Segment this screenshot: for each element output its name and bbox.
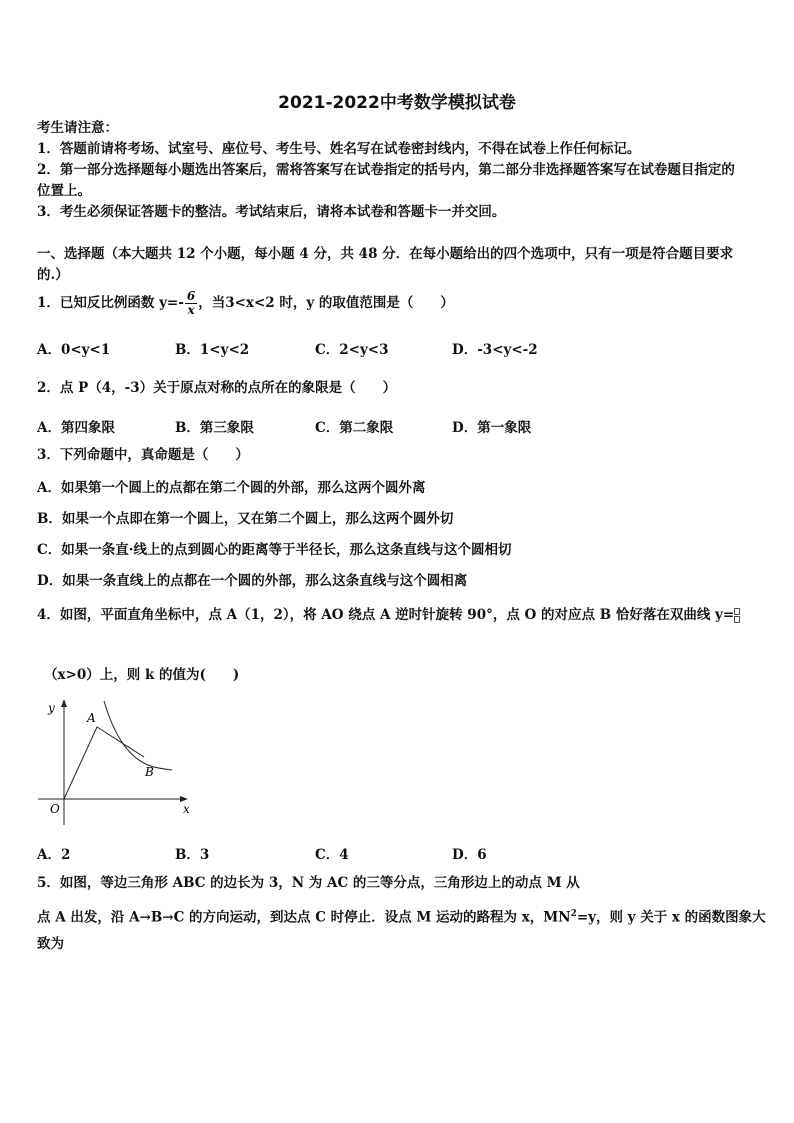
question-1-prefix: 1．已知反比例函数 y=-: [37, 295, 184, 311]
fraction-denominator: x: [187, 303, 195, 317]
q2-option-a: A．第四象限: [37, 420, 115, 436]
triangle-o-a-b: [64, 727, 144, 799]
origin-label: O: [50, 802, 60, 816]
section-heading-line-2: 的.）: [37, 267, 69, 283]
question-3-stem: 3．下列命题中，真命题是（ ）: [37, 447, 249, 463]
section-heading-line-1: 一、选择题（本大题共 12 个小题，每小题 4 分，共 48 分．在每小题给出的四个选项中，只有一项是符合题目要求: [37, 246, 734, 262]
q3-option-d: D．如果一条直线上的点都在一个圆的外部，那么这条直线与这个圆相离: [37, 573, 468, 589]
question-5-line-3: 致为: [37, 936, 64, 952]
question-1-stem: [37, 290, 454, 317]
question-2-stem: 2．点 P（4，-3）关于原点对称的点所在的象限是（ ）: [37, 380, 397, 396]
fraction-numerator: 6: [186, 289, 196, 303]
q2-option-d: D．第一象限: [452, 420, 532, 436]
q3-option-a: A．如果第一个圆上的点都在第二个圆的外部，那么这两个圆外离: [37, 480, 426, 496]
fraction-6-over-x: [185, 290, 197, 317]
q1-option-b: B．1<y<2: [175, 342, 250, 358]
y-axis-label: y: [48, 701, 55, 715]
q4-figure: [36, 695, 196, 830]
y-axis-arrow: [61, 699, 67, 707]
notice-line-3: 位置上。: [37, 183, 91, 199]
q2-option-b: B．第三象限: [175, 420, 254, 436]
question-4-text: 4．如图，平面直角坐标中，点 A（1，2），将 AO 绕点 A 逆时针旋转 90°，点 O 的对应点 B 恰好落在双曲线 y=: [37, 607, 735, 623]
question-1-suffix: ，当3<x<2 时，y 的取值范围是（ ）: [198, 295, 454, 311]
q1-option-a: A．0<y<1: [37, 342, 111, 358]
q1-option-d: D．-3<y<-2: [452, 342, 538, 358]
fraction-k-over-x: [734, 607, 740, 624]
superscript-2: 2: [570, 909, 577, 919]
point-b-label: B: [145, 765, 154, 779]
notice-line-4: 3．考生必须保证答题卡的整洁。考试结束后，请将本试卷和答题卡一并交回。: [37, 204, 506, 220]
q3-option-b: B．如果一个点即在第一个圆上，又在第二个圆上，那么这两个圆外切: [37, 511, 454, 527]
notice-heading: 考生请注意：: [37, 120, 118, 136]
question-5-line-2a: 点 A 出发，沿 A→B→C 的方向运动，到达点 C 时停止．设点 M 运动的路程为 x，MN: [37, 909, 571, 926]
q4-option-b: B．3: [175, 847, 210, 863]
question-4-stem-2: （x>0）上，则 k 的值为( ): [44, 667, 240, 683]
question-5-line-2: [37, 904, 766, 928]
q2-option-c: C．第二象限: [315, 420, 394, 436]
q4-option-c: C．4: [315, 847, 349, 863]
question-4-stem: [37, 605, 740, 625]
point-a-label: A: [87, 711, 96, 725]
q4-option-a: A．2: [37, 847, 71, 863]
hyperbola-curve: [104, 701, 172, 770]
q4-option-d: D．6: [452, 847, 487, 863]
question-5-line-2b: =y，则 y 关于 x 的函数图象大: [576, 909, 766, 926]
q3-option-c: C．如果一条直·线上的点到圆心的距离等于半径长，那么这条直线与这个圆相切: [37, 542, 512, 558]
q1-option-c: C．2<y<3: [315, 342, 389, 358]
page-title: 2021-2022中考数学模拟试卷: [278, 93, 516, 113]
notice-line-1: 1．答题前请将考场、试室号、座位号、考生号、姓名写在试卷密封线内，不得在试卷上作任何标记。: [37, 141, 641, 157]
notice-line-2: 2．第一部分选择题每小题选出答案后，需将答案写在试卷指定的括号内，第二部分非选择题答案写在试卷题目指定的: [37, 162, 735, 178]
question-5-line-1: 5．如图，等边三角形 ABC 的边长为 3，N 为 AC 的三等分点，三角形边上的动点 M 从: [37, 875, 580, 891]
x-axis-label: x: [183, 802, 190, 816]
